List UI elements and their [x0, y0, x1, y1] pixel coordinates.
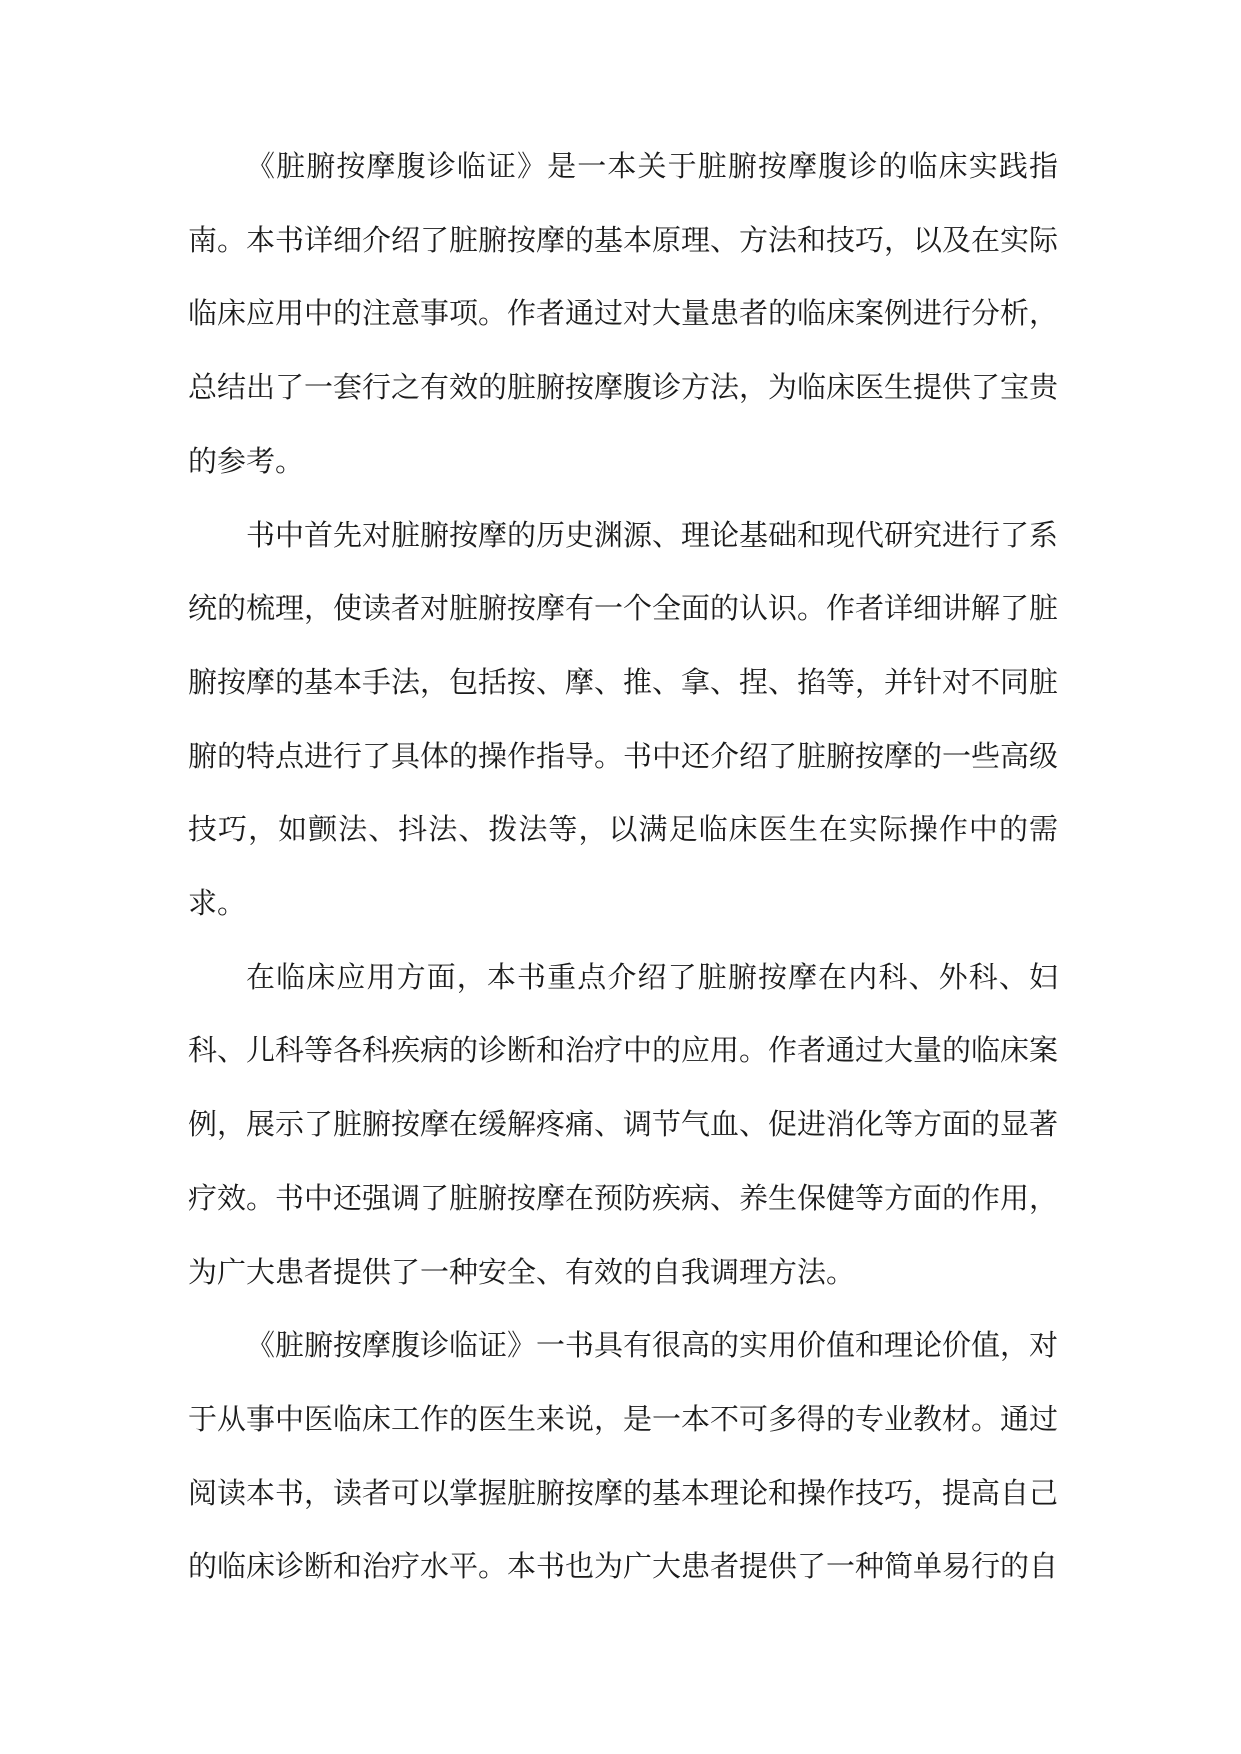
paragraph-4: 《脏腑按摩腹诊临证》一书具有很高的实用价值和理论价值，对于从事中医临床工作的医生来说，是一本不可多得的专业教材。通过阅读本书，读者可以掌握脏腑按摩的基本理论和操作技巧，提高自己的临床诊断和治疗水平。本书也为广大患者提供了一种简单易行的自 [188, 1328, 1059, 1584]
paragraph-2: 书中首先对脏腑按摩的历史渊源、理论基础和现代研究进行了系统的梳理，使读者对脏腑按摩有一个全面的认识。作者详细讲解了脏腑按摩的基本手法，包括按、摩、推、拿、捏、掐等，并针对不同脏腑的特点进行了具体的操作指导。书中还介绍了脏腑按摩的一些高级技巧，如颤法、抖法、拨法等，以满足临床医生在实际操作中的需求。 [188, 517, 1059, 921]
paragraph-1: 《脏腑按摩腹诊临证》是一本关于脏腑按摩腹诊的临床实践指南。本书详细介绍了脏腑按摩的基本原理、方法和技巧，以及在实际临床应用中的注意事项。作者通过对大量患者的临床案例进行分析，总结出了一套行之有效的脏腑按摩腹诊方法，为临床医生提供了宝贵的参考。 [188, 149, 1059, 478]
document-body [188, 130, 1058, 1604]
paragraph-3: 在临床应用方面，本书重点介绍了脏腑按摩在内科、外科、妇科、儿科等各科疾病的诊断和治疗中的应用。作者通过大量的临床案例，展示了脏腑按摩在缓解疼痛、调节气血、促进消化等方面的显著疗效。书中还强调了脏腑按摩在预防疾病、养生保健等方面的作用，为广大患者提供了一种安全、有效的自我调理方法。 [188, 959, 1059, 1289]
